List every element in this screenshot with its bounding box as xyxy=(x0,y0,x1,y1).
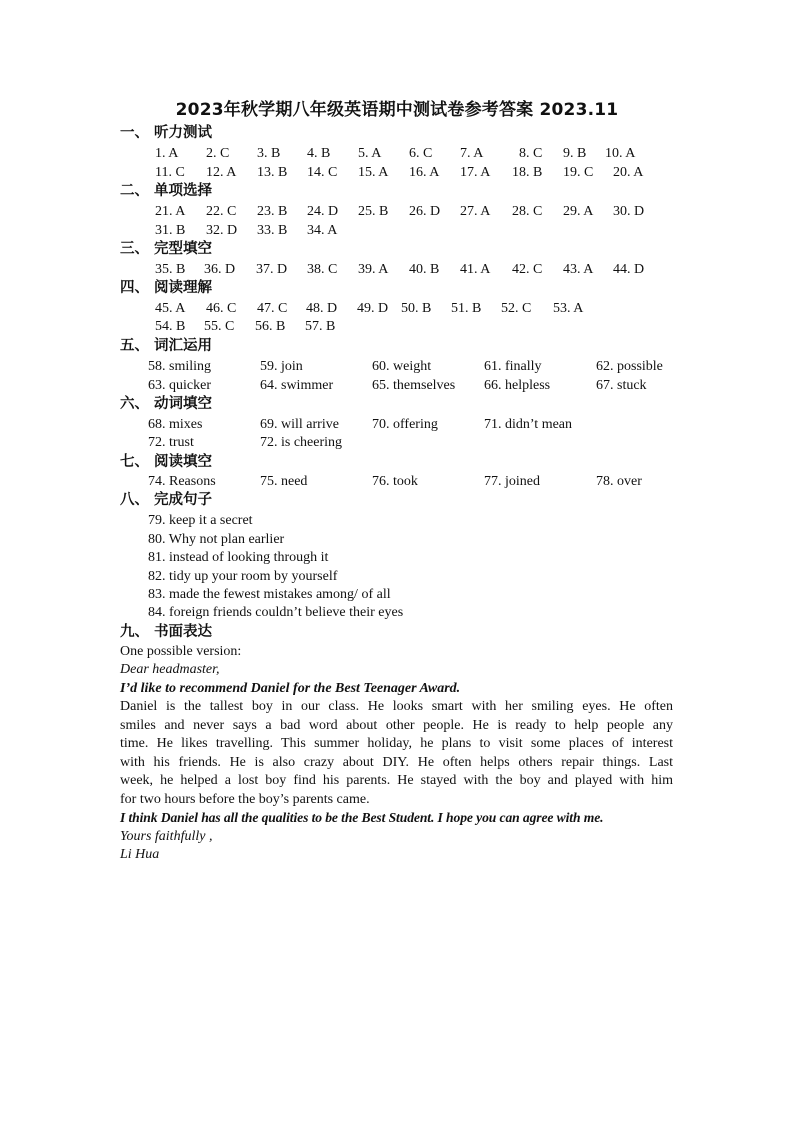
answer-item: 33. B xyxy=(257,223,288,238)
section-heading-reading-fill: 七、 阅读填空 xyxy=(120,454,213,470)
answer-item: 42. C xyxy=(512,262,543,277)
answer-item: 65. themselves xyxy=(372,378,456,393)
answer-item: 28. C xyxy=(512,204,543,219)
section-heading-single-choice: 二、 单项选择 xyxy=(120,183,213,199)
answer-item: 1. A xyxy=(155,146,179,161)
answer-item: 51. B xyxy=(451,301,482,316)
answer-item: 39. A xyxy=(358,262,389,277)
answer-item: 44. D xyxy=(613,262,645,277)
answer-item: 5. A xyxy=(358,146,382,161)
answer-item: 48. D xyxy=(306,301,338,316)
answer-item: 34. A xyxy=(307,223,338,238)
answer-item: 57. B xyxy=(305,319,336,334)
answer-item: 60. weight xyxy=(372,359,432,374)
answer-item: 54. B xyxy=(155,319,186,334)
answer-item: 82. tidy up your room by yourself xyxy=(148,569,338,584)
answer-item: 21. A xyxy=(155,204,186,219)
answer-item: 80. Why not plan earlier xyxy=(148,532,285,547)
answer-item: 69. will arrive xyxy=(260,417,339,432)
answer-item: 13. B xyxy=(257,165,288,180)
answer-item: 19. C xyxy=(563,165,594,180)
writing-signoff: Yours faithfully , xyxy=(120,829,213,844)
answer-item: 17. A xyxy=(460,165,491,180)
section-heading-sentences: 八、 完成句子 xyxy=(120,492,213,508)
answer-item: 29. A xyxy=(563,204,594,219)
answer-item: 8. C xyxy=(519,146,543,161)
page-title: 2023年秋学期八年级英语期中测试卷参考答案 2023.11 xyxy=(175,100,619,120)
answer-item: 52. C xyxy=(501,301,532,316)
answer-item: 66. helpless xyxy=(484,378,551,393)
writing-body-line: smiles and never says a bad word about other people. He is ready to help people any xyxy=(120,718,673,733)
answer-item: 26. D xyxy=(409,204,441,219)
answer-item: 23. B xyxy=(257,204,288,219)
section-heading-vocabulary: 五、 词汇运用 xyxy=(120,338,213,354)
answer-item: 9. B xyxy=(563,146,587,161)
answer-item: 35. B xyxy=(155,262,186,277)
answer-item: 70. offering xyxy=(372,417,438,432)
answer-item: 10. A xyxy=(605,146,636,161)
writing-salutation: Dear headmaster, xyxy=(120,662,220,677)
answer-item: 11. C xyxy=(155,165,185,180)
answer-item: 81. instead of looking through it xyxy=(148,550,329,565)
section-heading-listening: 一、 听力测试 xyxy=(120,125,213,141)
answer-item: 38. C xyxy=(307,262,338,277)
answer-item: 67. stuck xyxy=(596,378,647,393)
answer-item: 56. B xyxy=(255,319,286,334)
answer-item: 49. D xyxy=(357,301,389,316)
answer-item: 18. B xyxy=(512,165,543,180)
answer-item: 36. D xyxy=(204,262,236,277)
writing-body-line: Daniel is the tallest boy in our class. He looks smart with her smiling eyes. He often xyxy=(120,699,673,714)
answer-item: 27. A xyxy=(460,204,491,219)
answer-item: 2. C xyxy=(206,146,230,161)
writing-body-line: with his friends. He is also crazy about DIY. He often helps others repair things. Last xyxy=(120,755,673,770)
answer-item: 46. C xyxy=(206,301,237,316)
answer-item: 84. foreign friends couldn’t believe their eyes xyxy=(148,605,404,620)
answer-item: 68. mixes xyxy=(148,417,203,432)
answer-item: 75. need xyxy=(260,474,308,489)
writing-name: Li Hua xyxy=(120,847,160,862)
writing-body-line: for two hours before the boy’s parents came. xyxy=(120,792,370,807)
answer-item: 55. C xyxy=(204,319,235,334)
answer-item: 16. A xyxy=(409,165,440,180)
writing-intro: One possible version: xyxy=(120,644,242,659)
answer-item: 47. C xyxy=(257,301,288,316)
answer-item: 20. A xyxy=(613,165,644,180)
answer-item: 58. smiling xyxy=(148,359,212,374)
answer-item: 31. B xyxy=(155,223,186,238)
answer-item: 62. possible xyxy=(596,359,663,374)
answer-item: 74. Reasons xyxy=(148,474,216,489)
answer-item: 78. over xyxy=(596,474,642,489)
answer-item: 12. A xyxy=(206,165,237,180)
answer-item: 14. C xyxy=(307,165,338,180)
answer-item: 72. trust xyxy=(148,435,194,450)
answer-item: 24. D xyxy=(307,204,339,219)
answer-item: 37. D xyxy=(256,262,288,277)
answer-item: 59. join xyxy=(260,359,303,374)
answer-item: 71. didn’t mean xyxy=(484,417,573,432)
answer-item: 61. finally xyxy=(484,359,542,374)
answer-item: 83. made the fewest mistakes among/ of all xyxy=(148,587,391,602)
section-heading-reading: 四、 阅读理解 xyxy=(120,280,213,296)
answer-item: 32. D xyxy=(206,223,238,238)
answer-item: 40. B xyxy=(409,262,440,277)
answer-item: 25. B xyxy=(358,204,389,219)
writing-opening: I’d like to recommend Daniel for the Best Teenager Award. xyxy=(120,681,461,696)
answer-item: 79. keep it a secret xyxy=(148,513,253,528)
answer-item: 30. D xyxy=(613,204,645,219)
answer-item: 43. A xyxy=(563,262,594,277)
answer-item: 41. A xyxy=(460,262,491,277)
answer-item: 7. A xyxy=(460,146,484,161)
answer-item: 63. quicker xyxy=(148,378,211,393)
answer-item: 6. C xyxy=(409,146,433,161)
section-heading-cloze: 三、 完型填空 xyxy=(120,241,213,257)
answer-item: 3. B xyxy=(257,146,281,161)
answer-item: 72. is cheering xyxy=(260,435,343,450)
answer-item: 15. A xyxy=(358,165,389,180)
writing-body-line: week, he helped a lost boy find his parents. He stayed with the boy and played with him xyxy=(120,773,673,788)
answer-item: 50. B xyxy=(401,301,432,316)
answer-item: 4. B xyxy=(307,146,331,161)
answer-item: 76. took xyxy=(372,474,418,489)
section-heading-verbs: 六、 动词填空 xyxy=(120,396,213,412)
answer-item: 64. swimmer xyxy=(260,378,334,393)
section-heading-writing: 九、 书面表达 xyxy=(120,624,213,640)
writing-closing: I think Daniel has all the qualities to be the Best Student. I hope you can agree with me. xyxy=(120,810,604,825)
answer-item: 77. joined xyxy=(484,474,540,489)
writing-body-line: time. He likes travelling. This summer holiday, he plans to visit some places of interest xyxy=(120,736,673,751)
answer-item: 22. C xyxy=(206,204,237,219)
answer-item: 45. A xyxy=(155,301,186,316)
answer-item: 53. A xyxy=(553,301,584,316)
